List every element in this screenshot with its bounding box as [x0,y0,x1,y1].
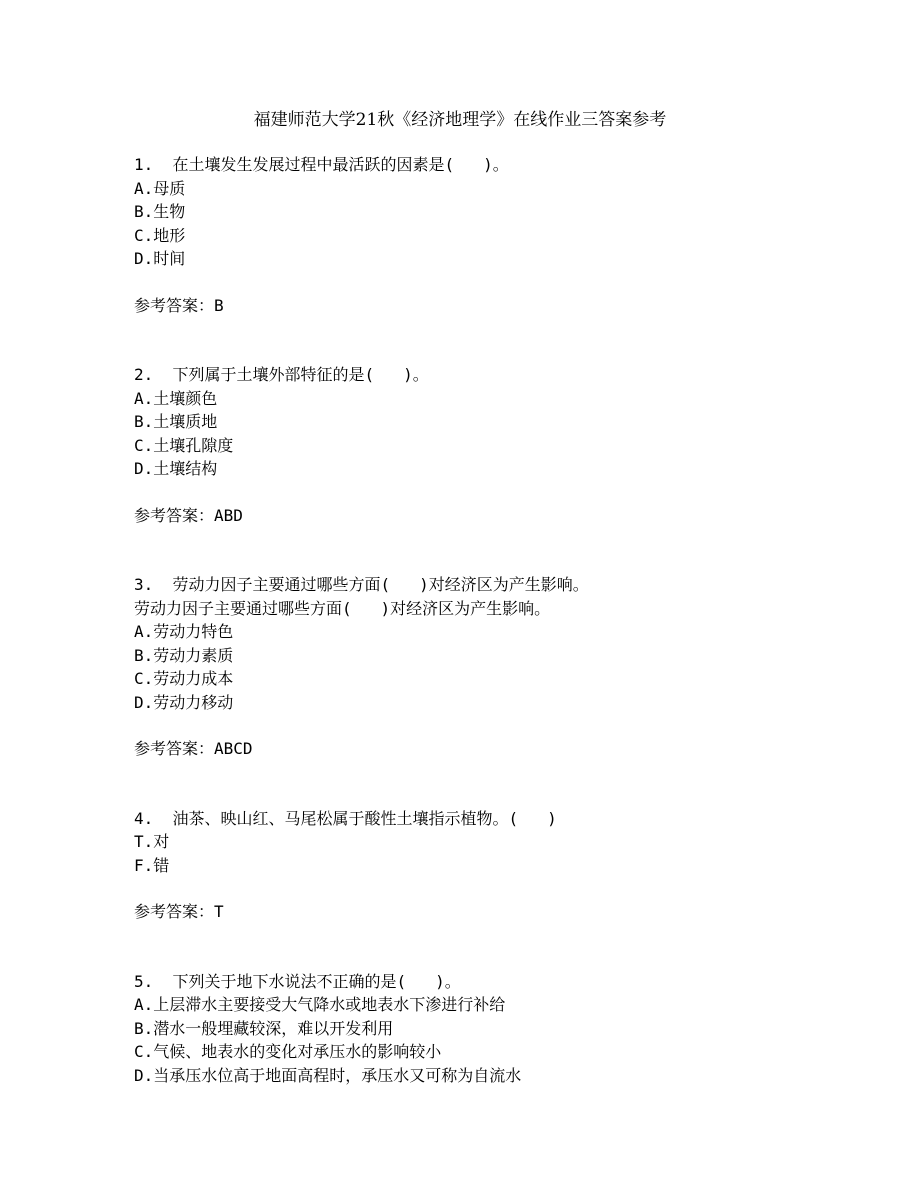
option-a: A.上层滞水主要接受大气降水或地表水下渗进行补给 [134,995,506,1014]
question-stem: 1. 在土壤发生发展过程中最活跃的因素是( )。 [134,155,509,174]
option-c: C.地形 [134,225,186,245]
option-d: D.劳动力移动 [134,692,234,712]
option-a: A.土壤颜色 [134,388,218,408]
option-d: D.土壤结构 [134,459,218,478]
question-1 [134,153,894,317]
question-2 [134,363,894,527]
question-list [134,153,894,1087]
question-spacer [134,527,894,573]
answer-text: 参考答案：ABD [134,505,243,525]
question-spacer [134,761,894,807]
document-title: 福建师范大学21秋《经济地理学》在线作业三答案参考 [253,110,667,130]
question-5 [134,970,894,1088]
option-c: C.劳动力成本 [134,669,234,688]
question-spacer [134,317,894,363]
option-b: B.土壤质地 [134,412,218,431]
question-spacer [134,924,894,970]
question-stem: 5. 下列关于地下水说法不正确的是( )。 [134,971,461,991]
option-a: A.劳动力特色 [134,622,234,641]
option-b: B.生物 [134,202,186,221]
option-b: B.潜水一般埋藏较深，难以开发利用 [134,1018,394,1038]
option-c: C.土壤孔隙度 [134,435,234,455]
option-d: D.时间 [134,249,186,268]
option-t: T.对 [134,832,170,851]
question-stem: 3. 劳动力因子主要通过哪些方面( )对经济区为产生影响。 [134,575,589,594]
answer-text: 参考答案：ABCD [134,739,253,758]
question-stem-repeat: 劳动力因子主要通过哪些方面( )对经济区为产生影响。 [134,598,551,618]
question-4 [134,807,894,924]
answer-text: 参考答案：T [134,902,224,921]
option-b: B.劳动力素质 [134,645,234,665]
option-d: D.当承压水位高于地面高程时，承压水又可称为自流水 [134,1065,522,1085]
question-3 [134,573,894,761]
question-stem: 4. 油茶、映山红、马尾松属于酸性土壤指示植物。( ) [134,808,557,828]
answer-text: 参考答案：B [134,295,224,315]
option-c: C.气候、地表水的变化对承压水的影响较小 [134,1042,442,1061]
question-stem: 2. 下列属于土壤外部特征的是( )。 [134,365,429,384]
option-a: A.母质 [134,178,186,198]
option-f: F.错 [134,855,170,875]
